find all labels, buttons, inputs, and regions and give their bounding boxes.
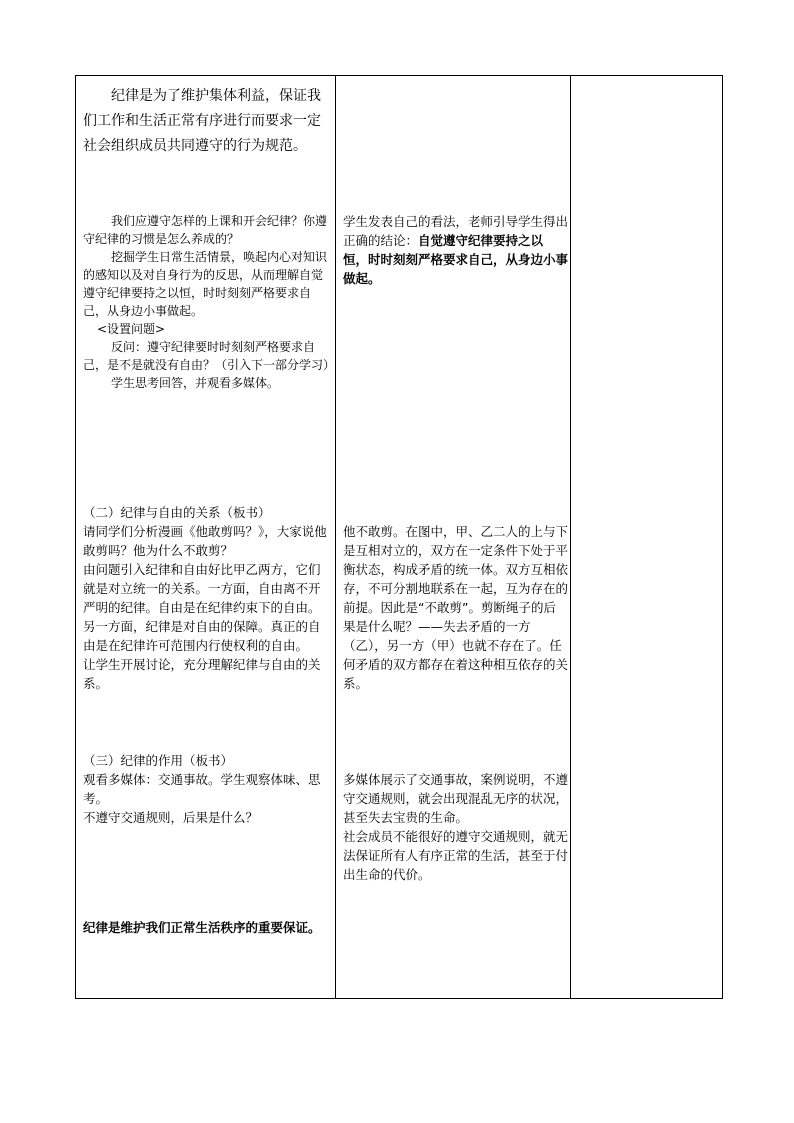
lesson-plan-table bbox=[75, 75, 723, 999]
conclusion-guidance: 学生发表自己的看法，老师引导学生得出正确的结论：自觉遵守纪律要持之以恒，时时刻刻严格要求自己，从身边小事做起。 bbox=[343, 214, 569, 286]
section-heading: （二）纪律与自由的关系（板书） bbox=[83, 505, 271, 520]
set-question-label: <设置问题> bbox=[97, 322, 166, 336]
teaching-content-cell bbox=[76, 76, 336, 998]
kai-text-block bbox=[83, 212, 336, 392]
conclusion-text: 纪律是维护我们正常生活秩序的重要保证。 bbox=[83, 920, 321, 935]
notes-cell bbox=[572, 76, 723, 998]
traffic-case-analysis: 多媒体展示了交通事故，案例说明，不遵守交通规则，就会出现混乱无序的状况，甚至失去宝贵的生命。 社会成员不能很好的遵守交通规则，就无法保证所有人有序正常的生活，甚至于付出生命的代价。 bbox=[343, 772, 569, 882]
section-discipline-freedom: （二）纪律与自由的关系（板书） 请同学们分析漫画《他敢剪吗？》，大家说他敢剪吗？他为什么不敢剪？ 由问题引入纪律和自由好比甲乙两方，它们就是对立统一的关系。一方面，自由离不开严明的纪律。自由是在纪律约束下的自由。另一方面，纪律是对自由的保障。真正的自由是在纪律许可范围内行使权利的自由。 让学生开展讨论，充分理解纪律与自由的关系。 bbox=[83, 503, 332, 693]
section-discipline-function: （三）纪律的作用（板书） 观看多媒体：交通事故。学生观察体味、思考。 不遵守交通规则，后果是什么？ bbox=[83, 751, 332, 827]
question-paragraph: 我们应遵守怎样的上课和开会纪律？你遵守纪律的习惯是怎么养成的？ bbox=[83, 214, 328, 246]
section-heading: （三）纪律的作用（板书） bbox=[83, 753, 234, 768]
reverse-question-paragraph: 反问：遵守纪律要时时刻刻严格要求自己，是不是就没有自由？（引入下一部分学习） bbox=[83, 340, 336, 372]
method-paragraph: 挖掘学生日常生活情景，唤起内心对知识的感知以及对自身行为的反思，从而理解自觉遵守纪律要持之以恒，时时刻刻严格要求自己，从身边小事做起。 bbox=[83, 250, 328, 318]
comic-analysis: 他不敢剪。在图中，甲、乙二人的上与下是互相对立的，双方在一定条件下处于平衡状态，构成矛盾的统一体。双方互相依存，不可分割地联系在一起，互为存在的前提。因此是“不敢剪”。剪断绳子的后果是什么呢？——失去矛盾的一方（乙），另一方（甲）也就不存在了。任何矛盾的双方都存在着这种相互依存的关系。 bbox=[343, 524, 569, 691]
student-activity-cell bbox=[337, 76, 571, 998]
discipline-definition: 纪律是为了维护集体利益，保证我们工作和生活正常有序进行而要求一定社会组织成员共同遵守的行为规范。 bbox=[83, 88, 321, 154]
student-answer-paragraph: 学生思考回答，并观看多媒体。 bbox=[111, 376, 280, 390]
key-conclusion: 自觉遵守纪律要持之以恒，时时刻刻严格要求自己，从身边小事做起。 bbox=[343, 233, 569, 286]
